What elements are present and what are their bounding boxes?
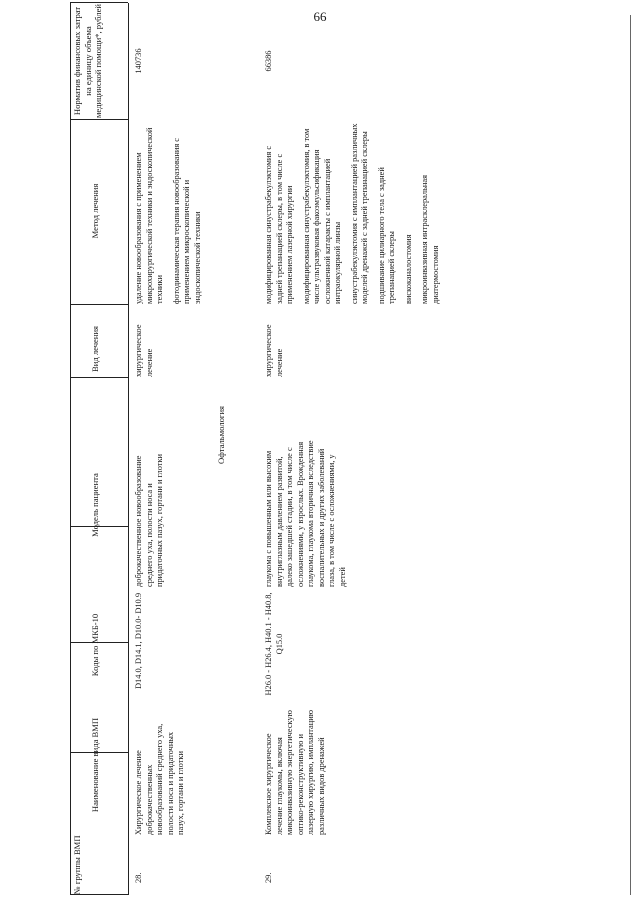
header-codes: Коды по МКБ-10: [90, 613, 100, 677]
row-patient-model: доброкачественное новообразование среднего уха, полости носа и придаточных пазух, гортани и глотки: [134, 453, 164, 587]
method-item: фотодинамическая терапия новообразования с применением микроскопической и эндоскопической техники: [171, 137, 202, 304]
row-treatment-type: хирургическое лечение: [134, 324, 154, 377]
method-item: синустрабекулэктомия с имплантацией различных моделей дренажей с задней трепанацией склеры: [349, 123, 369, 304]
row-methods: [134, 122, 209, 304]
scan-rule: [630, 15, 631, 895]
header-patient-model: Модель пациента: [90, 473, 100, 537]
row-number: 28.: [134, 872, 143, 883]
header-group-no: № группы ВМП: [72, 835, 82, 895]
row-treatment-type: хирургическое лечение: [264, 324, 284, 377]
method-item: микроинвазивная интрасклеральная диатермостомия: [420, 175, 440, 304]
row-name: Комплексное хирургическое лечение глаукомы, включая микроинвазивную энергетическую оптико-реконструктивную и лазерную хирургию, имплантацию различных видов дренажей: [264, 710, 326, 835]
method-item: модифицированная синустрабекулэктомия с задней трепанацией склеры, в том числе с применением лазерной хирургии: [264, 145, 294, 304]
page-number: 66: [313, 9, 327, 24]
header-name: Наименование вида ВМП: [90, 717, 100, 813]
row-codes: D14.0, D14.1, D10.0- D10.9: [134, 592, 143, 690]
header-norm: Норматив финансовых затрат на единицу объема медицинской помощи*, рублей: [72, 4, 103, 119]
section-title: Офтальмология: [216, 405, 226, 465]
row-methods: [264, 122, 447, 304]
method-item: модифицированная синустрабекулэктомия, в том числе ультразвуковая факоэмульсификация осложненной катаракты с имплантацией интраокулярной линзы: [301, 128, 342, 304]
header-method: Метод лечения: [90, 183, 100, 239]
row-norm: 66386: [264, 50, 273, 72]
method-item: удаление новообразования с применением микрохирургической техники и эндоскопической техники: [134, 127, 164, 304]
row-patient-model: глаукома с повышенным или высоким внутриглазным давлением развитой, далеко зашедшей стадии, в том числе с осложнениями, у взрослых. Врожденная глаукома, глаукома вторичная вследствие воспалительных и других заболеваний глаза, в том числе с осложнениями, у детей: [264, 440, 347, 587]
row-norm: 140736: [134, 48, 143, 74]
row-name: Хирургическое лечение доброкачественных новообразований среднего уха, полости носа и придаточных пазух, гортани и глотки: [134, 723, 185, 835]
row-codes: H26.0 - H26.4, H40.1 - H40.8, Q15.0: [264, 592, 284, 696]
method-item: вискоканалостомия: [403, 234, 413, 304]
row-number: 29.: [264, 872, 273, 883]
header-treatment-type: Вид лечения: [90, 325, 100, 373]
method-item: подшивание цилиарного тела с задней трепанацией склеры: [376, 167, 396, 304]
